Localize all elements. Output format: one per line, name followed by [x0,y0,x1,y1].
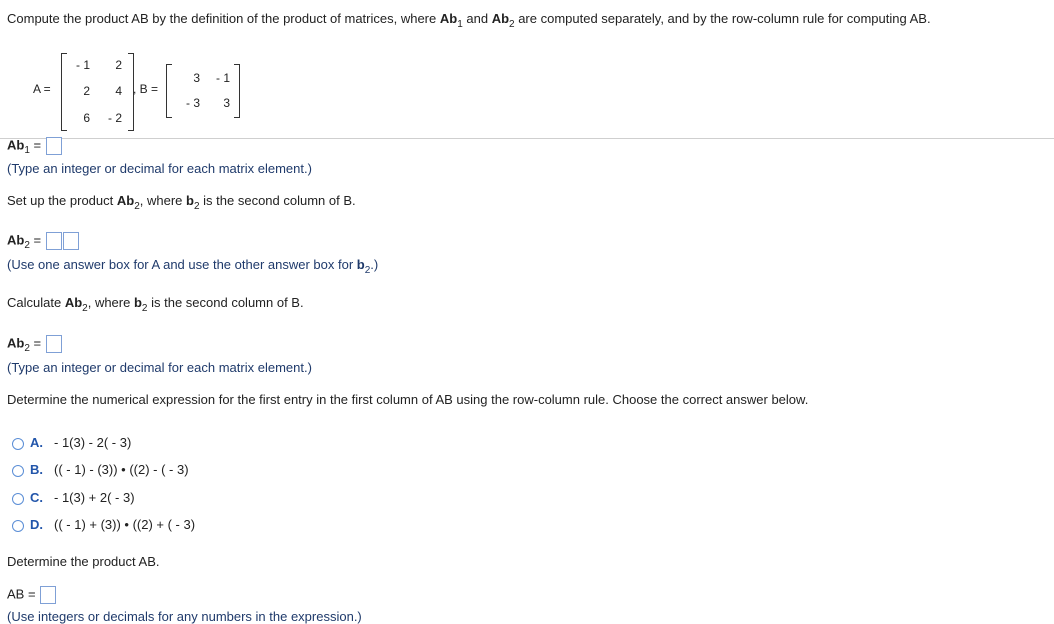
matrix-a-cell: 2 [83,84,90,98]
matrix-b-cell: - 1 [215,71,230,85]
matrix-b-cell: 3 [223,96,230,110]
ab1-answer-box[interactable] [46,137,62,155]
answer-row-ab: AB = [7,586,56,604]
option-a[interactable]: A. - 1(3) - 2( - 3) [12,435,131,450]
product-ab-prompt: Determine the product AB. [7,554,160,569]
matrix-b-left-bracket [166,64,172,118]
matrix-a-cell: - 2 [107,111,122,125]
option-d[interactable]: D. (( - 1) + (3)) • ((2) + ( - 3) [12,517,195,532]
option-b[interactable]: B. (( - 1) - (3)) • ((2) - ( - 3) [12,462,189,477]
problem-statement: Compute the product AB by the definition of the product of matrices, where $Ab_1$ and $Ab_2$ are computed separately, and by the row-column rule for computing AB. [7,11,931,30]
calculate-ab2-prompt: Calculate $Ab_2$, where $b_2$ is the second column of B. [7,295,304,314]
radio-icon[interactable] [12,438,24,450]
section-divider [0,138,1054,139]
ab2-setup-hint: (Use one answer box for A and use the other answer box for $b_2$.) [7,257,379,276]
matrix-a-label: A = [33,82,51,96]
option-c[interactable]: C. - 1(3) + 2( - 3) [12,490,135,505]
matrix-a-cell: 6 [83,111,90,125]
radio-icon[interactable] [12,493,24,505]
matrix-a-answer-box[interactable] [46,232,62,250]
answer-row-ab2-setup: $Ab_2$ = [7,232,79,250]
matrix-a-cell: 4 [115,84,122,98]
matrix-b-cell: 3 [193,71,200,85]
answer-row-ab2: $Ab_2$ = [7,335,62,353]
ab-answer-box[interactable] [40,586,56,604]
matrix-b-label: , B = [133,82,159,96]
answer-row-ab1: $Ab_1$ = [7,137,62,155]
matrix-a-cell: 2 [115,58,122,72]
radio-icon[interactable] [12,520,24,532]
setup-ab2-prompt: Set up the product $Ab_2$, where $b_2$ is the second column of B. [7,193,356,212]
matrix-b-cell: - 3 [185,96,200,110]
ab2-answer-box[interactable] [46,335,62,353]
radio-icon[interactable] [12,465,24,477]
matrix-a-cell: - 1 [75,58,90,72]
row-column-prompt: Determine the numerical expression for the first entry in the first column of AB using the row-column rule. Choose the correct answer below. [7,392,809,407]
ab-hint: (Use integers or decimals for any numbers in the expression.) [7,609,362,624]
ab2-hint: (Type an integer or decimal for each matrix element.) [7,360,312,375]
ab1-hint: (Type an integer or decimal for each matrix element.) [7,161,312,176]
matrix-b-right-bracket [234,64,240,118]
b2-answer-box[interactable] [63,232,79,250]
